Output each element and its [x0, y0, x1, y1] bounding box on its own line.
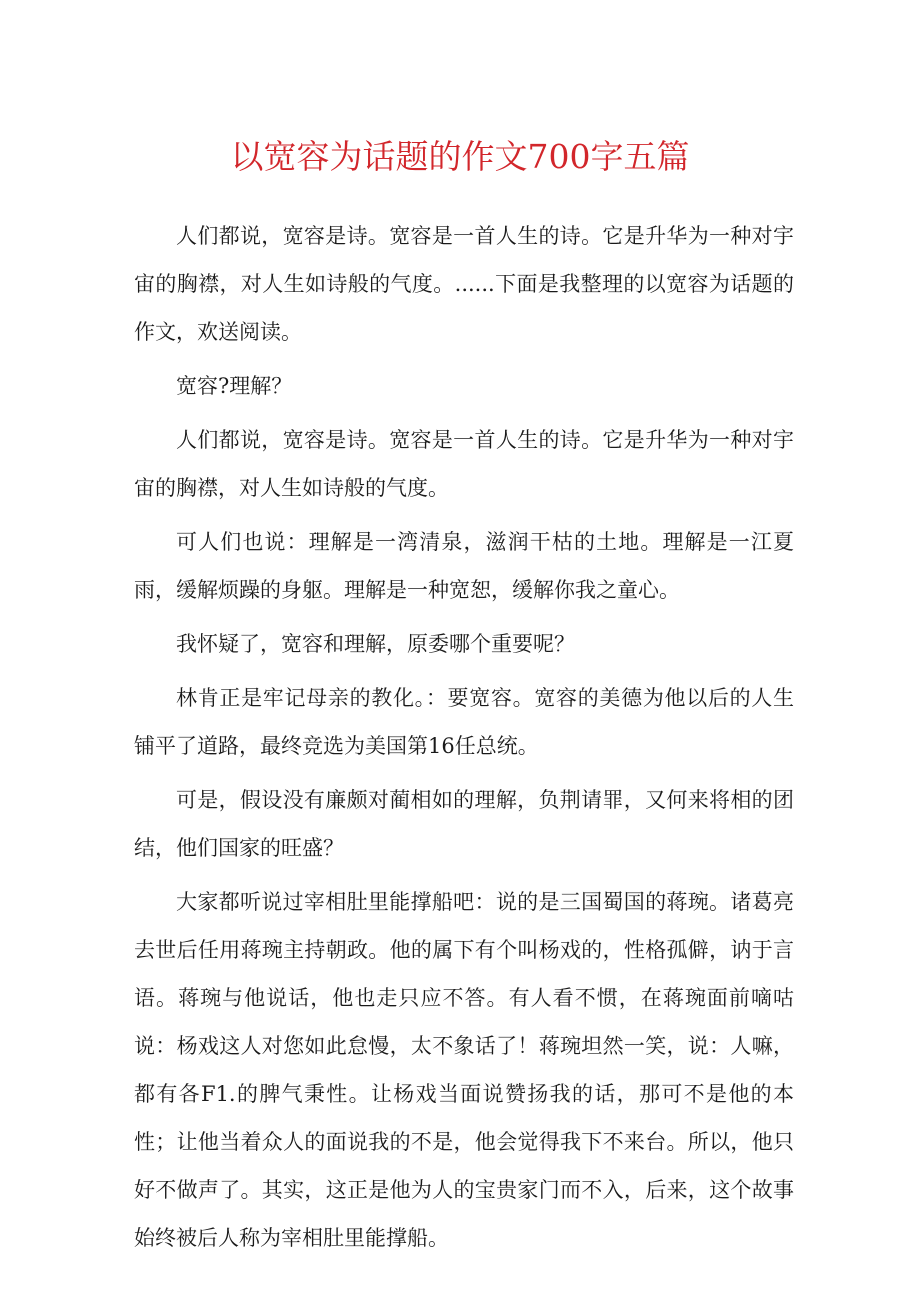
paragraph-subheading: 宽容?理解？ [176, 374, 293, 398]
paragraph: 人们都说，宽容是诗。宽容是一首人生的诗。它是升华为一种对宇宙的胸襟，对人生如诗般的气度。 [134, 428, 794, 500]
paragraph-intro: 人们都说，宽容是诗。宽容是一首人生的诗。它是升华为一种对宇宙的胸襟，对人生如诗般的气度。......下面是我整理的以宽容为话题的作文，欢送阅读。 [134, 224, 794, 344]
paragraph: 可是，假设没有廉颇对蔺相如的理解，负荆请罪，又何来将相的团结，他们国家的旺盛？ [134, 788, 794, 860]
paragraph: 大家都听说过宰相肚里能撑船吧：说的是三国蜀国的蒋琬。诸葛亮去世后任用蒋琬主持朝政。他的属下有个叫杨戏的，性格孤僻，讷于言语。蒋琬与他说话，他也走只应不答。有人看不惯，在蒋琬面前嘀咕说：杨戏这人对您如此怠慢，太不象话了！蒋琬坦然一笑，说：人嘛，都有各F1.的脾气秉性。让杨戏当面说赞扬我的话，那可不是他的本性；让他当着众人的面说我的不是，他会觉得我下不来台。所以，他只好不做声了。其实，这正是他为人的宝贵家门而不入，后来，这个故事始终被后人称为宰相肚里能撑船。 [134, 890, 794, 1250]
paragraph: 我怀疑了，宽容和理解，原委哪个重要呢？ [176, 632, 575, 656]
paragraph: 林肯正是牢记母亲的教化。：要宽容。宽容的美德为他以后的人生铺平了道路，最终竞选为美国第16任总统。 [134, 686, 794, 758]
paragraph: 可人们也说：理解是一湾清泉，滋润干枯的土地。理解是一江夏雨，缓解烦躁的身躯。理解是一种宽恕，缓解你我之童心。 [134, 530, 794, 602]
document-title: 以宽容为话题的作文700字五篇 [230, 137, 690, 176]
document-body [134, 212, 794, 1268]
